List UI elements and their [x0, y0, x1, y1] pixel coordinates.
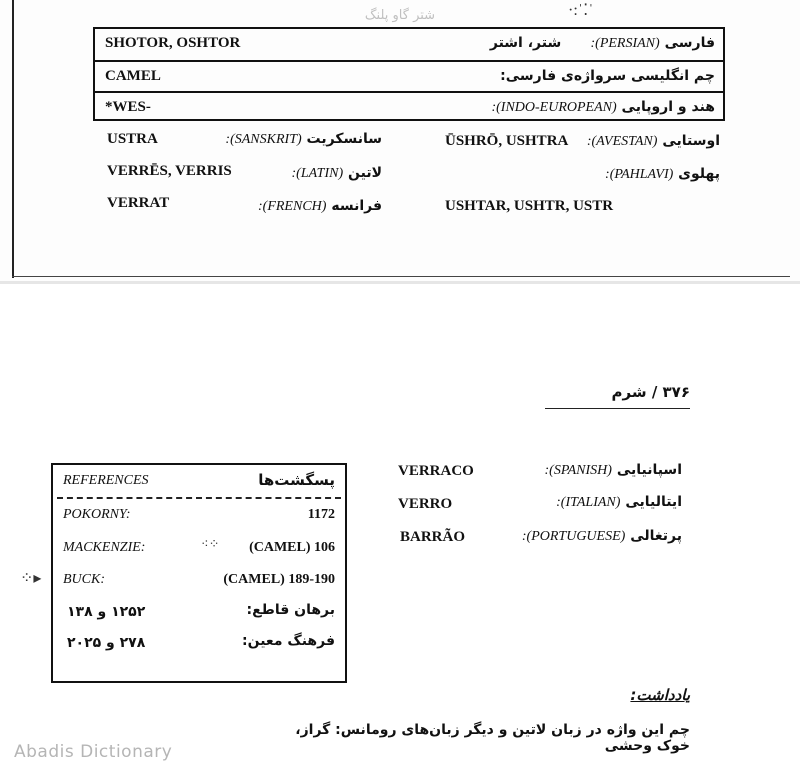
sanskrit-label-en: (SANSKRIT):	[225, 132, 302, 147]
spanish-label-fa: اسپانیایی	[616, 462, 682, 478]
indo-european-label-fa: هند و اروپایی	[621, 99, 715, 115]
notes-text: چم این واژه در زبان لاتین و دیگر زبان‌های رومانس: گراز، خوک وحشی	[295, 722, 690, 754]
ref-pokorny-value: 1172	[307, 507, 335, 522]
summary-table	[93, 27, 725, 121]
indo-european-label	[491, 99, 715, 116]
ref-buck-name: BUCK:	[63, 572, 105, 587]
latin-word: VERRĒS, VERRIS	[107, 163, 232, 179]
portuguese-label-fa: پرتغالی	[630, 528, 682, 544]
page-bottom-rule	[12, 276, 790, 277]
avestan-label-en: (AVESTAN):	[586, 134, 658, 149]
pahlavi-word: USHTAR, USHTR, USTR	[445, 198, 614, 214]
header-underline	[545, 408, 690, 409]
portuguese-label	[500, 528, 682, 545]
ink-smudge: ⁖⁘	[201, 536, 220, 551]
english-label: چم انگلیسی سرواژه‌ی فارسی:	[500, 68, 715, 84]
references-divider	[57, 497, 341, 499]
site-watermark: Abadis Dictionary	[14, 742, 173, 762]
ref-mackenzie-name: MACKENZIE:	[63, 540, 146, 555]
indo-european-row	[95, 91, 723, 121]
persian-row	[95, 29, 723, 60]
portuguese-word: BARRÃO	[400, 529, 466, 545]
page-left-rule	[12, 0, 14, 278]
top-watermark: شتر گاو پلنگ	[364, 8, 436, 23]
french-word: VERRAT	[107, 195, 170, 211]
english-word: CAMEL	[105, 68, 161, 84]
references-box	[51, 463, 347, 683]
english-row	[95, 60, 723, 93]
persian-label	[490, 35, 715, 52]
ref-mackenzie	[63, 536, 335, 564]
indo-european-word: *WES-	[105, 99, 151, 115]
ref-borhan-label: برهان قاطع:	[246, 602, 335, 618]
ref-moein-label: فرهنگ معین:	[242, 633, 335, 649]
spanish-label-en: (SPANISH):	[544, 463, 612, 478]
ref-mackenzie-value: (CAMEL) 106	[249, 540, 335, 555]
page-header: ۳۷۶ / شرم	[611, 383, 690, 401]
portuguese-label-en: (PORTUGUESE):	[521, 529, 626, 544]
spanish-label	[516, 462, 682, 479]
avestan-label	[586, 133, 720, 150]
italian-label-fa: ایتالیایی	[625, 494, 682, 510]
references-title-fa: پسگشت‌ها	[258, 471, 335, 489]
avestan-word: ŪSHRŌ, USHTRA	[445, 133, 569, 149]
latin-label-fa: لاتین	[348, 165, 382, 181]
french-label-fa: فرانسه	[331, 198, 382, 214]
references-title: REFERENCES	[63, 473, 149, 488]
latin-label	[280, 165, 382, 182]
persian-value-fa: شتر، اشتر	[489, 35, 562, 51]
ref-pokorny-name: POKORNY:	[63, 507, 131, 522]
spanish-word: VERRACO	[398, 463, 474, 479]
italian-label	[540, 494, 682, 511]
indo-european-label-en: (INDO-EUROPEAN):	[491, 100, 617, 115]
french-label	[258, 198, 382, 215]
ref-buck-value: (CAMEL) 189-190	[223, 572, 335, 587]
sanskrit-word: USTRA	[107, 131, 158, 147]
ref-buck	[63, 572, 335, 596]
latin-label-en: (LATIN):	[291, 166, 344, 181]
pahlavi-label	[596, 166, 720, 183]
scan-speck: ·:ˈ⁚ˈ	[568, 2, 594, 19]
persian-label-en: (PERSIAN):	[590, 36, 660, 51]
pahlavi-label-en: (PAHLAVI):	[605, 167, 674, 182]
notes-title: یادداشت:	[630, 686, 690, 704]
italian-label-en: (ITALIAN):	[556, 495, 621, 510]
avestan-label-fa: اوستایی	[662, 133, 720, 149]
ink-smudge: ⁘▸	[20, 570, 42, 587]
italian-word: VERRO	[398, 496, 453, 512]
ref-pokorny	[63, 507, 335, 531]
sanskrit-label-fa: سانسکریت	[306, 131, 382, 147]
french-label-en: (FRENCH):	[258, 199, 327, 214]
persian-word: SHOTOR, OSHTOR	[105, 35, 241, 51]
ref-moein-value: ۲۷۸ و ۲۰۲۵	[67, 635, 146, 651]
page-separator	[0, 281, 800, 284]
persian-label-fa: فارسی	[664, 35, 715, 51]
sanskrit-label	[225, 131, 382, 148]
pahlavi-label-fa: پهلوی	[678, 166, 720, 182]
ref-borhan-value: ۱۲۵۲ و ۱۳۸	[67, 604, 146, 620]
